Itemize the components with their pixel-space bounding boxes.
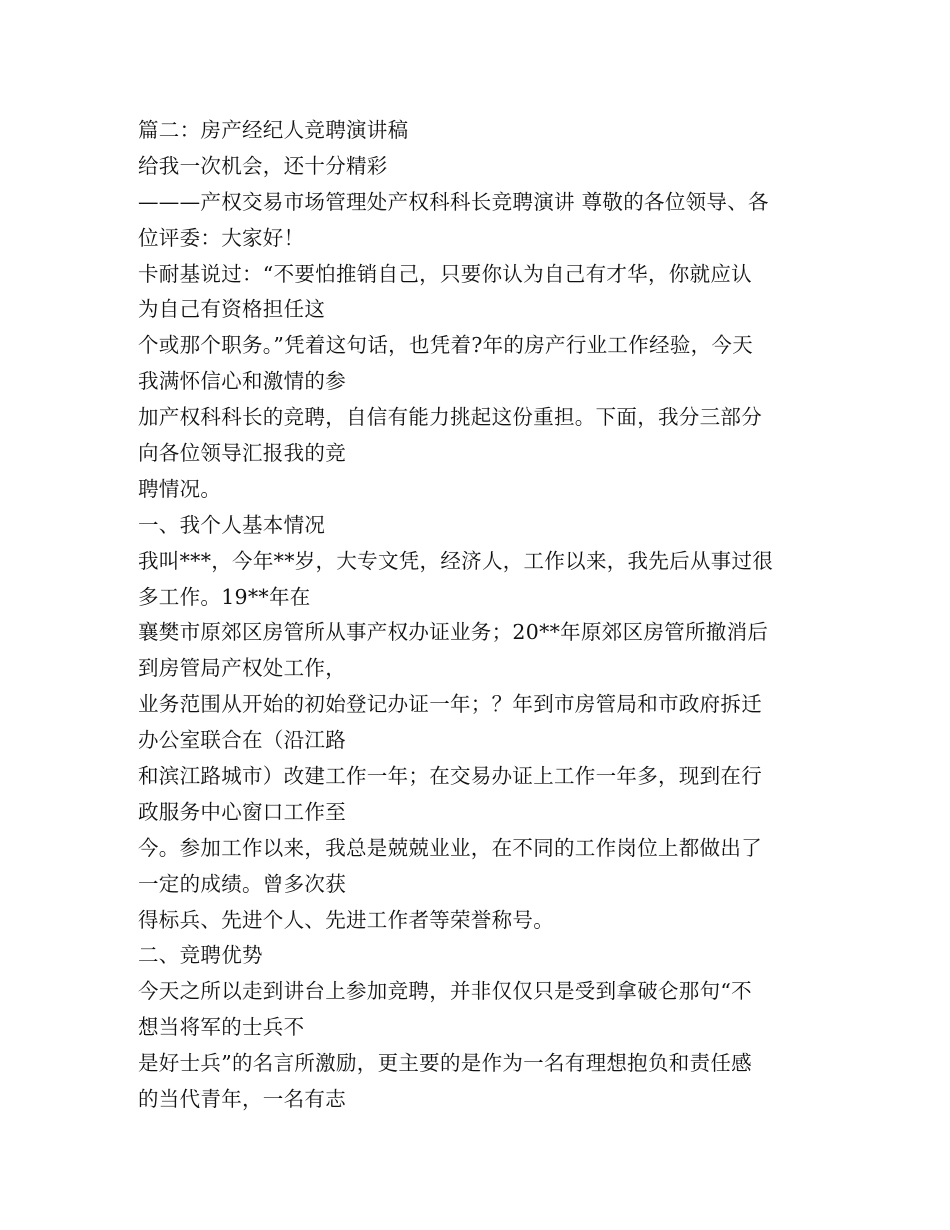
text-line: 个或那个职务。”凭着这句话，也凭着?年的房产行业工作经验，今天 (138, 333, 754, 358)
text-line: ———产权交易市场管理处产权科科长竞聘演讲 尊敬的各位领导、各 (138, 189, 769, 214)
text-line: 是好士兵”的名言所激励，更主要的是作为一名有理想抱负和责任感 (138, 1051, 752, 1076)
document-body (138, 113, 818, 1118)
text-line: 襄樊市原郊区房管所从事产权办证业务；20**年原郊区房管所撤消后 (138, 620, 769, 645)
document-title: 篇二：房产经纪人竞聘演讲稿 (138, 118, 409, 142)
text-line: 加产权科科长的竞聘，自信有能力挑起这份重担。下面，我分三部分 (138, 405, 762, 430)
text-line: 向各位领导汇报我的竞 (138, 441, 346, 466)
text-line: 一定的成绩。曾多次获 (138, 871, 346, 896)
text-line: 一、我个人基本情况 (138, 512, 326, 537)
text-line: 卡耐基说过：“不要怕推销自己，只要你认为自己有才华，你就应认 (138, 261, 752, 286)
text-line: 聘情况。 (138, 476, 222, 501)
text-line: 二、竞聘优势 (138, 943, 263, 968)
text-line: 我满怀信心和激情的参 (138, 369, 346, 394)
text-line: 政服务中心窗口工作至 (138, 799, 346, 824)
text-line: 给我一次机会，还十分精彩 (138, 153, 388, 178)
text-line: 和滨江路城市）改建工作一年；在交易办证上工作一年多，现到在行 (138, 764, 762, 789)
text-line: 位评委：大家好！ (138, 225, 305, 250)
text-line: 今。参加工作以来，我总是兢兢业业，在不同的工作岗位上都做出了 (138, 835, 762, 860)
text-line: 的当代青年，一名有志 (138, 1087, 346, 1112)
text-line: 我叫***，今年**岁，大专文凭，经济人，工作以来，我先后从事过很 (138, 548, 774, 573)
text-line: 多工作。19**年在 (138, 584, 311, 609)
text-line: 为自己有资格担任这 (138, 297, 326, 322)
text-line: 想当将军的士兵不 (138, 1015, 305, 1040)
text-line: 得标兵、先进个人、先进工作者等荣誉称号。 (138, 907, 554, 932)
text-line: 办公室联合在（沿江路 (138, 728, 346, 753)
text-line: 今天之所以走到讲台上参加竞聘，并非仅仅只是受到拿破仑那句“不 (138, 979, 752, 1004)
text-line: 业务范围从开始的初始登记办证一年；？年到市房管局和市政府拆迁 (138, 692, 762, 717)
text-line: 到房管局产权处工作， (138, 656, 346, 681)
